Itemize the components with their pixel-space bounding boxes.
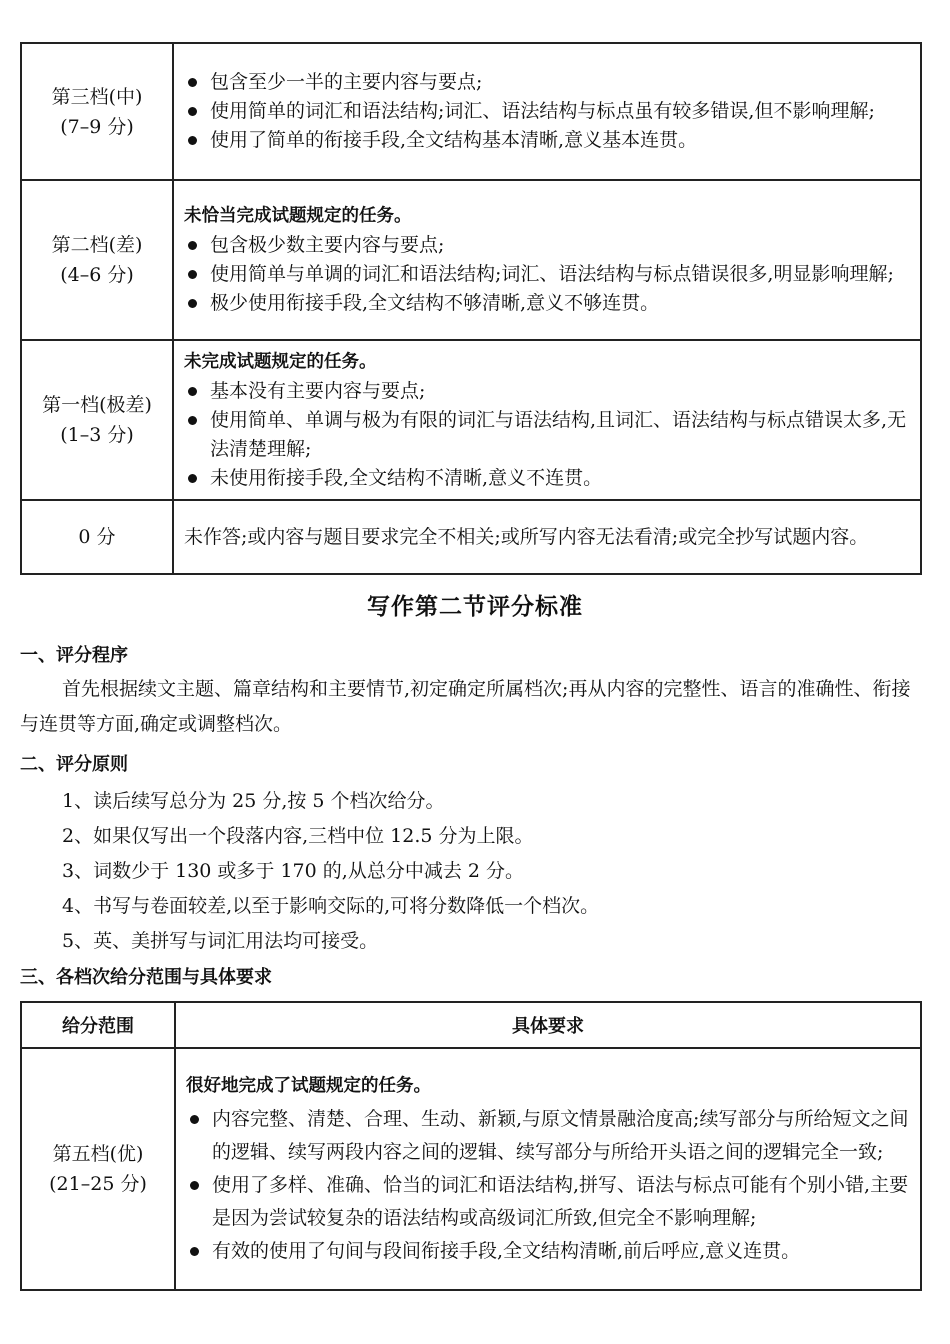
requirement-lead: 未恰当完成试题规定的任务。 [184,206,412,226]
heading-scoring-principles: 二、评分原则 [20,754,128,775]
table-row [21,1048,921,1290]
heading-level-ranges: 三、各档次给分范围与具体要求 [20,967,272,988]
table-header-row [21,1002,921,1048]
column-header: 具体要求 [175,1002,921,1048]
table-row [21,500,921,574]
table-row [21,43,921,180]
list-item: 1、读后续写总分为 25 分,按 5 个档次给分。 [62,790,445,812]
bullet-icon [188,78,197,87]
requirement-text: 未作答;或内容与题目要求完全不相关;或所写内容无法看清;或完全抄写试题内容。 [184,525,869,548]
bullet-icon [188,136,197,145]
level-cell [21,180,173,340]
requirement-cell [173,43,921,180]
bullet-icon [190,1247,199,1256]
list-item: 使用简单、单调与极为有限的词汇与语法结构,且词汇、语法结构与标点错误太多,无法清楚理解; [184,406,912,464]
requirement-lead: 未完成试题规定的任务。 [184,351,377,372]
level-name: 第二档(差) [51,234,143,256]
list-item: 4、书写与卷面较差,以至于影响交际的,可将分数降低一个档次。 [62,895,600,917]
level-range: (1–3 分) [60,424,134,446]
heading-scoring-procedure: 一、评分程序 [20,645,128,666]
bullet-icon [188,474,197,483]
bullet-icon [188,270,197,279]
list-item: 包含至少一半的主要内容与要点; [184,68,912,97]
bullet-icon [188,241,197,250]
level-cell [21,43,173,180]
list-item: 内容完整、清楚、合理、生动、新颖,与原文情景融洽度高;续写部分与所给短文之间的逻辑、续写两段内容之间的逻辑、续写部分与所给开头语之间的逻辑完全一致; [186,1103,912,1169]
level-cell [21,500,173,574]
level-cell [21,340,173,500]
level-name: 0 分 [78,526,116,548]
bullet-icon [188,107,197,116]
list-item: 使用了多样、准确、恰当的词汇和语法结构,拼写、语法与标点可能有个别小错,主要是因为尝试较复杂的语法结构或高级词汇所致,但完全不影响理解; [186,1169,912,1235]
bullet-icon [190,1115,199,1124]
section-title: 写作第二节评分标准 [367,594,583,620]
level-name: 第三档(中) [51,85,143,108]
bullet-icon [188,416,197,425]
bullet-icon [188,387,197,396]
list-item: 使用简单的词汇和语法结构;词汇、语法结构与标点虽有较多错误,但不影响理解; [184,97,912,126]
requirement-cell [173,500,921,574]
grading-table-section2 [20,1001,922,1291]
list-item: 5、英、美拼写与词汇用法均可接受。 [62,930,379,952]
list-item: 基本没有主要内容与要点; [184,377,912,406]
grading-table-section1 [20,42,922,575]
requirement-lead: 很好地完成了试题规定的任务。 [186,1076,431,1096]
bullet-icon [188,299,197,308]
level-range: (7–9 分) [60,115,134,138]
level-range: (4–6 分) [60,264,134,286]
list-item: 使用了简单的衔接手段,全文结构基本清晰,意义基本连贯。 [184,126,912,155]
table-row [21,340,921,500]
level-name: 第五档(优) [52,1143,144,1165]
level-range: (21–25 分) [49,1173,147,1195]
paragraph-procedure: 首先根据续文主题、篇章结构和主要情节,初定确定所属档次;再从内容的完整性、语言的准确性、衔接与连贯等方面,确定或调整档次。 [20,678,911,735]
list-item: 极少使用衔接手段,全文结构不够清晰,意义不够连贯。 [184,289,912,318]
bullet-icon [190,1181,199,1190]
list-item: 未使用衔接手段,全文结构不清晰,意义不连贯。 [184,464,912,493]
list-item: 包含极少数主要内容与要点; [184,231,912,260]
level-cell [21,1048,175,1290]
column-header: 给分范围 [21,1002,175,1048]
level-name: 第一档(极差) [42,394,152,416]
list-item: 有效的使用了句间与段间衔接手段,全文结构清晰,前后呼应,意义连贯。 [186,1235,912,1268]
list-item: 3、词数少于 130 或多于 170 的,从总分中减去 2 分。 [62,860,524,882]
list-item: 2、如果仅写出一个段落内容,三档中位 12.5 分为上限。 [62,825,534,847]
requirement-cell [173,180,921,340]
table-row [21,180,921,340]
requirement-cell [173,340,921,500]
list-item: 使用简单与单调的词汇和语法结构;词汇、语法结构与标点错误很多,明显影响理解; [184,260,912,289]
requirement-cell [175,1048,921,1290]
